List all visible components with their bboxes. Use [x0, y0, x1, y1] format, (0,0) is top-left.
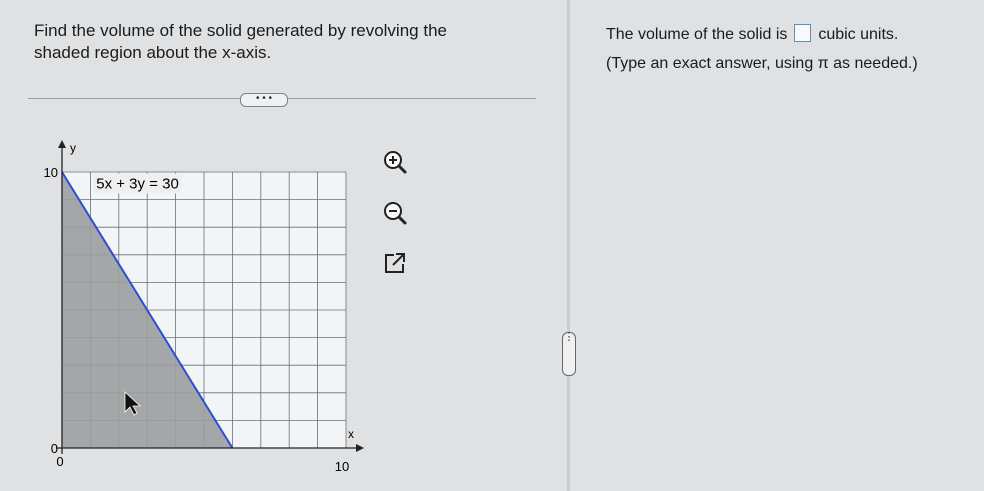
x-axis-arrow: [356, 444, 364, 452]
answer-input[interactable]: [794, 24, 811, 42]
question-line-2: shaded region about the x-axis.: [34, 43, 272, 62]
answer-prefix: The volume of the solid is: [606, 26, 788, 43]
y-axis-arrow: [58, 140, 66, 148]
answer-suffix: cubic units.: [818, 26, 899, 43]
x-tick-label-left: 0: [56, 454, 64, 469]
graph: [0, 130, 380, 480]
x-tick-label-right: 10: [334, 459, 350, 474]
answer-prompt: [606, 24, 898, 46]
equation-label: 5x + 3y = 30: [96, 175, 179, 193]
y-tick-label-bottom: 0: [50, 441, 58, 456]
pane-divider: [567, 0, 570, 491]
answer-hint: (Type an exact answer, using π as needed.): [606, 55, 918, 72]
pane-resize-handle[interactable]: ⋮: [562, 332, 576, 376]
popout-icon[interactable]: [380, 248, 410, 278]
zoom-in-icon[interactable]: [380, 148, 410, 178]
y-axis-label: y: [70, 141, 76, 155]
x-axis-label: x: [348, 427, 354, 441]
more-options-button[interactable]: • • •: [240, 93, 288, 107]
question-line-1: Find the volume of the solid generated by revolving the: [34, 21, 447, 40]
y-tick-label-top: 10: [43, 165, 58, 180]
question-text: [34, 20, 534, 64]
zoom-out-icon[interactable]: [380, 199, 410, 229]
